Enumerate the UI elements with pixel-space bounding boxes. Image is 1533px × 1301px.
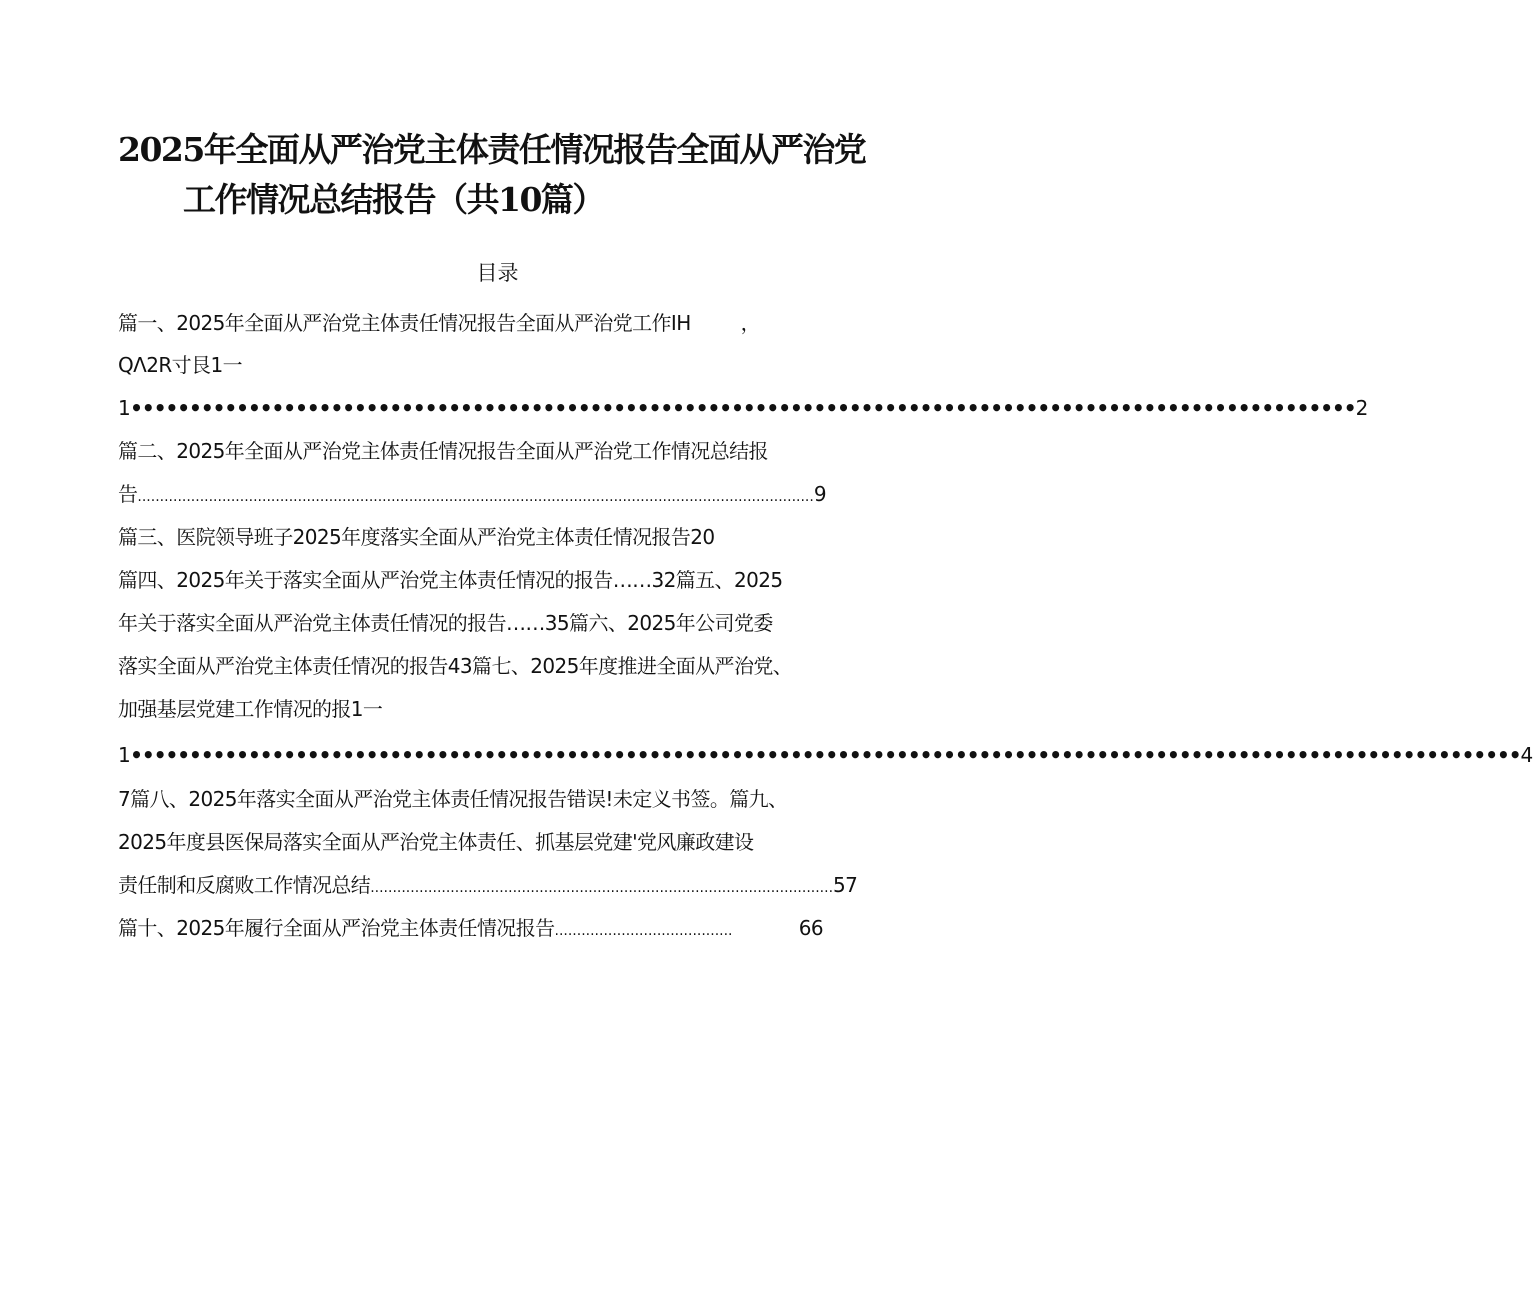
toc-entry-leader <box>118 913 823 946</box>
toc-line <box>118 565 883 595</box>
toc-entry-leader <box>118 870 858 903</box>
toc-line-text: 年关于落实全面从严治党主体责任情况的报告……35篇六、2025年公司党委 <box>118 611 773 635</box>
toc-line <box>118 608 883 638</box>
toc-line-text: 7篇八、2025年落实全面从严治党主体责任情况报告错误!未定义书签。篇九、 <box>118 787 788 811</box>
toc-line-text: 篇二、2025年全面从严治党主体责任情况报告全面从严治党工作情况总结报 <box>118 439 768 463</box>
toc-page-number: 9 <box>813 482 826 506</box>
toc-line-text: 告 <box>118 482 138 506</box>
document-title-line-1: 2025年全面从严治党主体责任情况报告全面从严治党 <box>118 130 866 169</box>
toc-line-text: 篇四、2025年关于落实全面从严治党主体责任情况的报告……32篇五、2025 <box>118 568 783 592</box>
toc-line <box>118 784 883 814</box>
toc-entry-leader <box>118 393 1368 423</box>
toc-line <box>118 350 883 380</box>
toc-line-text: 篇一、2025年全面从严治党主体责任情况报告全面从严治党工作IH <box>118 311 691 335</box>
toc-line-text: 加强基层党建工作情况的报1一 <box>118 697 383 721</box>
toc-line-text: 篇三、医院领导班子2025年度落实全面从严治党主体责任情况报告20 <box>118 525 715 549</box>
toc-line <box>118 308 883 338</box>
dot-leader: ........................................................................................................................................................ <box>137 489 814 505</box>
toc-page-number: 66 <box>798 916 823 940</box>
toc-line-tail: ， <box>740 311 761 335</box>
toc-entry-leader <box>118 740 1533 770</box>
toc-page-number: 2 <box>1355 396 1368 420</box>
toc-page-number: 4 <box>1520 743 1533 767</box>
dot-leader: ........................................ <box>554 923 733 939</box>
dot-leader: ........................................................................................................ <box>370 880 834 896</box>
toc-line <box>118 694 883 724</box>
toc-page-number: 57 <box>833 873 858 897</box>
dot-leader: •••••••••••••••••••••••••••••••••••••••••••••••••••••••••••••••••••••••••••••••••••••••••••••••••••••••• <box>130 396 1356 420</box>
toc-entry-leader <box>118 479 826 512</box>
toc-line-text: 落实全面从严治党主体责任情况的报告43篇七、2025年度推进全面从严治党、 <box>118 654 793 678</box>
toc-line-text: 1 <box>118 396 131 420</box>
toc-line-text: QΛ2R寸艮1一 <box>118 353 242 377</box>
toc-line <box>118 651 883 681</box>
toc-heading: 目录 <box>476 261 519 285</box>
toc-line-text: 篇十、2025年履行全面从严治党主体责任情况报告 <box>118 916 555 940</box>
toc-line-text: 1 <box>118 743 131 767</box>
toc-line <box>118 436 883 466</box>
dot-leader: •••••••••••••••••••••••••••••••••••••••••••••••••••••••••••••••••••••••••••••••••••••••••••••••••••••••••••••••••••••• <box>130 743 1521 767</box>
toc-line-text: 责任制和反腐败工作情况总结 <box>118 873 371 897</box>
document-title-line-2: 工作情况总结报告（共10篇） <box>183 180 604 219</box>
toc-line <box>118 522 883 552</box>
toc-line-text: 2025年度县医保局落实全面从严治党主体责任、抓基层党建'党风廉政建设 <box>118 830 754 854</box>
toc-line <box>118 827 883 857</box>
